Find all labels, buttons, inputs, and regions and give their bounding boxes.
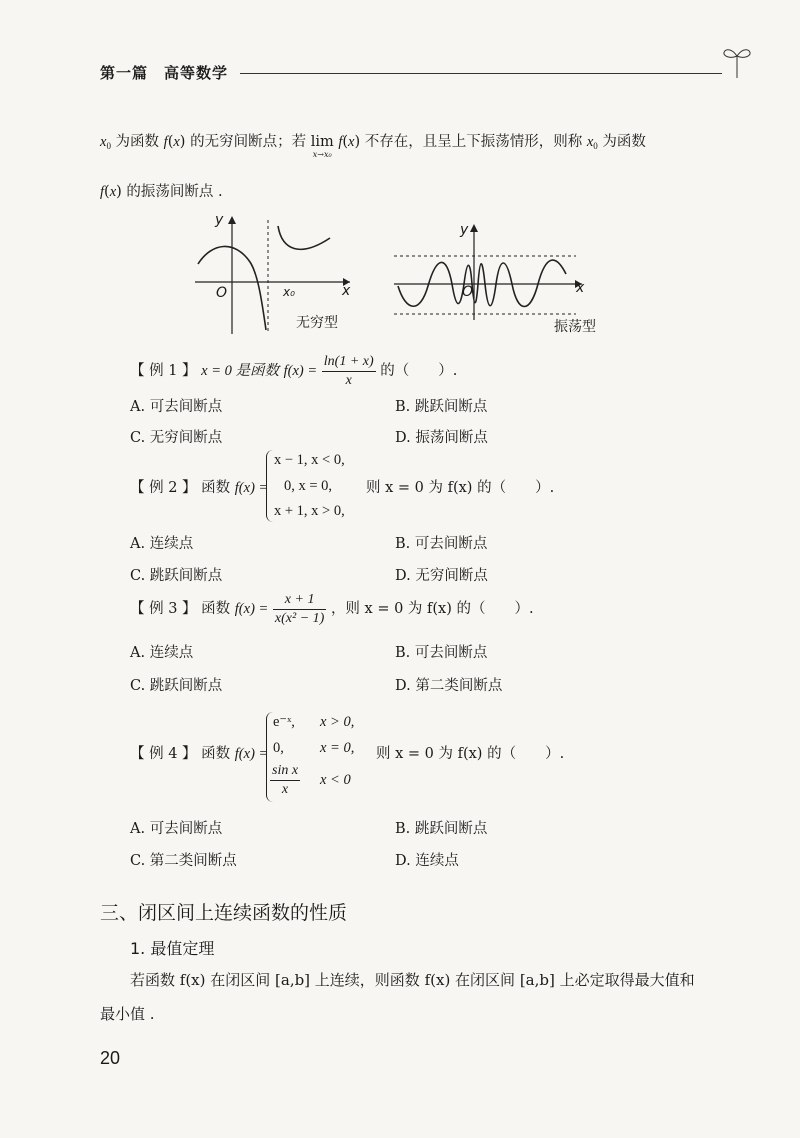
- numerator: ln(1 + x): [322, 353, 376, 372]
- lim-word: lim: [310, 134, 334, 150]
- option-c: C. 跳跃间断点: [130, 568, 223, 584]
- option-b: B. 跳跃间断点: [395, 399, 488, 415]
- option-a: A. 连续点: [130, 536, 194, 552]
- case-row: e⁻ˣ,: [273, 714, 295, 730]
- intro-line-2: f(x) 的振荡间断点 .: [100, 184, 223, 200]
- origin-label: O: [216, 285, 228, 301]
- option-b: B. 跳跃间断点: [395, 821, 488, 837]
- figure-caption-infinite: 无穷型: [296, 315, 338, 331]
- x0-label: x₀: [283, 285, 295, 299]
- example-text: 则 x = 0 为 f(x) 的（ ）.: [376, 746, 565, 762]
- example-text: 函数: [201, 746, 231, 762]
- case-row: x + 1, x > 0,: [274, 503, 345, 519]
- example-label: 【 例 4 】: [130, 746, 197, 762]
- fraction: [270, 762, 300, 799]
- case-row: 0, x = 0,: [284, 478, 333, 494]
- example-text: x = 0 是函数: [201, 363, 280, 379]
- infinite-discontinuity-graph: [190, 212, 365, 337]
- denominator: x: [281, 782, 289, 797]
- option-d: D. 振荡间断点: [395, 430, 488, 446]
- function-name: f(x) =: [283, 363, 318, 379]
- function-name: f(x) =: [234, 480, 269, 496]
- y-label: y: [215, 212, 224, 228]
- y-axis-arrow-icon: [470, 224, 478, 232]
- case-row: x > 0,: [320, 714, 355, 730]
- example-text: 则 x = 0 为 f(x) 的（ ）.: [366, 480, 555, 496]
- running-header: [100, 62, 760, 82]
- lim-subscript: x→x₀: [312, 150, 332, 159]
- fraction: [322, 353, 376, 390]
- option-c: C. 跳跃间断点: [130, 678, 223, 694]
- option-d: D. 无穷间断点: [395, 568, 488, 584]
- header-rule: [240, 73, 722, 74]
- denominator: x: [345, 372, 352, 388]
- curve-right: [278, 226, 330, 249]
- option-c: C. 第二类间断点: [130, 853, 237, 869]
- subsection-title: 1. 最值定理: [130, 939, 215, 958]
- example-text: ，则 x = 0 为 f(x) 的（ ）.: [330, 601, 534, 617]
- intro-text: 不存在，且呈上下振荡情形，则称: [364, 134, 583, 150]
- intro-text: 为函数: [115, 134, 160, 150]
- example-3-stem: [130, 590, 534, 628]
- example-text: 的（ ）.: [380, 363, 458, 379]
- x-label: x: [342, 283, 351, 299]
- case-row: 0,: [273, 740, 284, 756]
- intro-text: 为函数: [602, 134, 646, 150]
- figure-caption-oscillating: 振荡型: [554, 319, 596, 335]
- header-title: 第一篇 高等数学: [100, 64, 229, 82]
- case-row: x = 0,: [320, 740, 355, 756]
- origin-label: O: [462, 284, 474, 300]
- example-text: 函数: [201, 480, 231, 496]
- example-text: 函数: [201, 601, 231, 617]
- option-d: D. 第二类间断点: [395, 678, 503, 694]
- example-label: 【 例 2 】: [130, 480, 197, 496]
- option-d: D. 连续点: [395, 853, 459, 869]
- fraction: [273, 591, 326, 628]
- case-row: x − 1, x < 0,: [274, 452, 345, 468]
- theorem-line-2: 最小值 .: [100, 1005, 155, 1023]
- x-label: x: [576, 280, 585, 296]
- option-a: A. 连续点: [130, 645, 194, 661]
- sprout-icon: [720, 40, 754, 80]
- option-b: B. 可去间断点: [395, 536, 488, 552]
- oscillating-discontinuity-graph: [392, 222, 592, 322]
- theorem-line-1: 若函数 f(x) 在闭区间 [a,b] 上连续，则函数 f(x) 在闭区间 [a,b] 上必定取得最大值和: [130, 971, 695, 989]
- example-label: 【 例 3 】: [130, 601, 197, 617]
- option-a: A. 可去间断点: [130, 821, 223, 837]
- section-title: 三、闭区间上连续函数的性质: [100, 902, 348, 924]
- option-b: B. 可去间断点: [395, 645, 488, 661]
- function-name: f(x) =: [234, 746, 269, 762]
- numerator: sin x: [270, 762, 300, 781]
- example-2-stem: [130, 478, 268, 498]
- option-a: A. 可去间断点: [130, 399, 223, 415]
- piecewise-brace: [266, 450, 273, 522]
- intro-line-1: $x_0$ 为函数 f(x) 的无穷间断点；若 lim x→x₀ f(x) 不存在，且呈上下振荡情形，则称 $x_0$ 为函数: [100, 134, 646, 159]
- y-axis-arrow-icon: [228, 216, 236, 224]
- intro-text: 的无穷间断点；若: [190, 134, 307, 150]
- oscillating-curve: [398, 260, 566, 306]
- intro-text: 的振荡间断点 .: [126, 184, 223, 200]
- example-1-stem: [130, 352, 457, 390]
- example-label: 【 例 1 】: [130, 363, 197, 379]
- limit-expression: [310, 132, 334, 159]
- page-number: 20: [100, 1048, 121, 1068]
- y-label: y: [460, 222, 469, 238]
- case-row: x < 0: [320, 772, 351, 788]
- numerator: x + 1: [273, 591, 326, 610]
- example-4-stem: [130, 744, 268, 764]
- denominator: x(x² − 1): [274, 610, 325, 626]
- option-c: C. 无穷间断点: [130, 430, 223, 446]
- function-name: f(x) =: [234, 601, 269, 617]
